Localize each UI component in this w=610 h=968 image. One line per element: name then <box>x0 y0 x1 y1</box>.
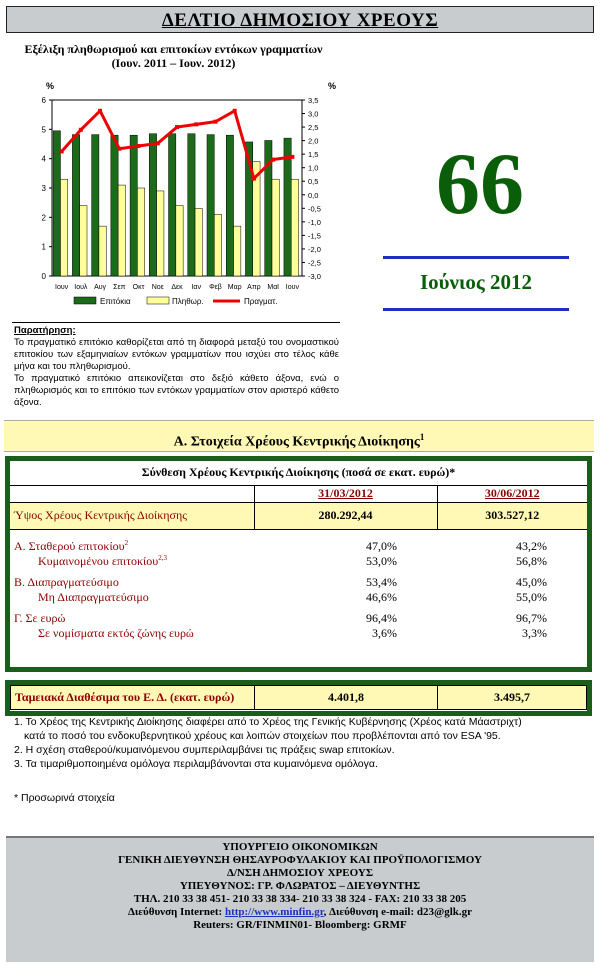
cash-label: Ταμειακά Διαθέσιμα του Ε. Δ. (εκατ. ευρώ) <box>11 686 255 710</box>
footer-ministry: ΥΠΟΥΡΓΕΙΟ ΟΙΚΟΝΟΜΙΚΩΝ <box>222 841 378 853</box>
right-axis-unit: % <box>327 81 337 91</box>
row-euro-label: Γ. Σε ευρώ <box>14 611 66 625</box>
bar-plithor <box>272 179 279 276</box>
row-non-tradable-v1: 46,6% <box>366 590 397 604</box>
bar-epitokia <box>169 134 176 276</box>
footer-directorate: ΓΕΝΙΚΗ ΔΙΕΥΘΥΝΣΗ ΘΗΣΑΥΡΟΦΥΛΑΚΙΟΥ ΚΑΙ ΠΡΟΫΠΟΛΟΓΙΣΜΟΥ <box>118 854 482 866</box>
row-non-euro-label: Σε νομίσματα εκτός ζώνης ευρώ <box>38 626 194 640</box>
row-non-tradable-v2: 55,0% <box>516 590 547 604</box>
right-tick-label: -2,0 <box>308 244 321 254</box>
footer-phone: ΤΗΛ. 210 33 38 451- 210 33 38 334- 210 33 38 324 - FAX: 210 33 38 205 <box>133 893 467 905</box>
inflation-rates-chart <box>0 76 345 322</box>
point-pragmat <box>79 128 83 132</box>
row-non-euro-v2: 3,3% <box>522 626 547 640</box>
section-a-sup: 1 <box>419 432 425 442</box>
divider-bottom <box>383 308 569 311</box>
left-tick-label: 5 <box>41 125 46 135</box>
chart-subtitle: (Ιουν. 2011 – Ιουν. 2012) <box>111 56 236 70</box>
section-a-heading <box>4 420 594 452</box>
debt-composition-frame <box>5 456 592 672</box>
right-tick-label: -2,5 <box>308 258 321 268</box>
left-tick-label: 0 <box>41 272 46 281</box>
x-tick-label: Νοε <box>151 284 164 291</box>
bar-plithor <box>99 226 106 276</box>
issue-number: 66 <box>436 136 524 233</box>
bar-epitokia <box>92 135 99 276</box>
point-pragmat <box>194 122 198 126</box>
left-tick-label: 1 <box>41 242 46 252</box>
bar-epitokia <box>226 135 233 276</box>
bar-plithor <box>176 206 183 276</box>
bar-epitokia <box>111 135 118 276</box>
legend-swatch-epitokia <box>74 297 96 304</box>
total-debt-value-1: 280.292,44 <box>254 502 437 529</box>
right-tick-label: -0,5 <box>308 204 321 214</box>
footer-department: Δ/ΝΣΗ ΔΗΜΟΣΙΟΥ ΧΡΕΟΥΣ <box>226 867 374 879</box>
provisional-note: * Προσωρινά στοιχεία <box>14 792 115 804</box>
bar-epitokia <box>130 135 137 276</box>
footnotes <box>14 716 594 772</box>
footer-responsible: ΥΠΕΥΘΥΝΟΣ: ΓΡ. ΦΛΩΡΑΤΟΣ – ΔΙΕΥΘΥΝΤΗΣ <box>179 880 421 892</box>
x-tick-label: Ιουν <box>285 284 299 291</box>
right-tick-label: 2,5 <box>308 123 319 133</box>
point-pragmat <box>213 120 217 124</box>
bar-plithor <box>157 191 164 276</box>
row-tradable-label: Β. Διαπραγματεύσιμο <box>14 575 119 589</box>
cash-frame <box>5 680 592 716</box>
row-floating-rate-label: Κυμαινομένου επιτοκίου$^{2,3}$ <box>38 554 167 568</box>
date-blank <box>10 485 254 502</box>
right-tick-label: -1,0 <box>308 217 321 227</box>
bar-plithor <box>195 209 202 276</box>
right-tick-label: 3,0 <box>308 109 319 119</box>
chart-title: Εξέλιξη πληθωρισμού και επιτοκίων εντόκων γραμματίων <box>24 42 323 56</box>
point-pragmat <box>137 144 141 148</box>
email-address[interactable]: d23@glk.gr <box>416 906 473 918</box>
row-tradable-v1: 53,4% <box>366 575 397 589</box>
legend-label-plithor: Πληθωρ. <box>172 297 204 306</box>
website-link[interactable]: http://www.minfin.gr <box>224 906 324 918</box>
x-tick-label: Μαρ <box>227 284 242 291</box>
document-title-bar <box>6 6 594 33</box>
row-fixed-rate-label: Α. Σταθερού επιτοκίου$^2$ <box>14 539 129 553</box>
chart-note <box>14 325 339 409</box>
row-floating-rate-v2: 56,8% <box>516 554 547 568</box>
left-tick-label: 2 <box>41 213 46 223</box>
date-col-2: 30/06/2012 <box>437 485 587 502</box>
footer-reuters: Reuters: GR/FINMIN01- Bloomberg: GRMF <box>193 919 407 931</box>
footer-web-line: Διεύθυνση Internet: http://www.minfin.gr, Διεύθυνση e-mail: d23@glk.gr <box>127 906 473 918</box>
right-tick-label: -1,5 <box>308 231 321 241</box>
document-title: ΔΕΛΤΙΟ ΔΗΜΟΣΙΟΥ ΧΡΕΟΥΣ <box>161 10 439 31</box>
row-euro-v2: 96,7% <box>516 611 547 625</box>
point-pragmat <box>117 147 121 151</box>
total-debt-value-2: 303.527,12 <box>437 502 587 529</box>
right-tick-label: 2,0 <box>308 136 319 146</box>
point-pragmat <box>175 125 179 129</box>
x-tick-label: Δεκ <box>171 284 183 291</box>
row-non-tradable-label: Μη Διαπραγματεύσιμο <box>38 590 149 604</box>
x-tick-label: Απρ <box>247 284 261 291</box>
point-pragmat <box>233 109 237 113</box>
row-tradable-v2: 45,0% <box>516 575 547 589</box>
x-tick-label: Ιουν <box>55 284 69 291</box>
right-tick-label: 0,0 <box>308 190 319 200</box>
row-fixed-rate-v2: 43,2% <box>516 539 547 553</box>
cash-value-1: 4.401,8 <box>255 686 438 710</box>
x-tick-label: Φεβ <box>209 284 222 291</box>
bar-plithor <box>291 179 298 276</box>
note-heading: Παρατήρηση: <box>14 325 76 336</box>
divider-top <box>383 256 569 259</box>
cash-table <box>10 685 587 710</box>
left-tick-label: 3 <box>41 184 46 193</box>
left-tick-label: 4 <box>41 154 46 164</box>
row-non-euro-v1: 3,6% <box>372 626 397 640</box>
x-tick-label: Ιουλ <box>74 284 88 291</box>
footnote-2: 2. Η σχέση σταθερού/κυμαινόμενου συμπεριλαμβάνει τις πράξεις swap επιτοκίων. <box>14 744 395 756</box>
section-a-title: Α. Στοιχεία Χρέους Κεντρικής Διοίκησης <box>173 434 420 450</box>
total-debt-label: Ύψος Χρέους Κεντρικής Διοίκησης <box>10 502 254 529</box>
bar-epitokia <box>149 134 156 276</box>
bar-plithor <box>214 214 221 276</box>
left-axis-unit: % <box>45 81 55 91</box>
bar-plithor <box>137 188 144 276</box>
cash-value-2: 3.495,7 <box>438 686 587 710</box>
date-col-1: 31/03/2012 <box>254 485 437 502</box>
bar-plithor <box>80 206 87 276</box>
note-paragraph-1: Το πραγματικό επιτόκιο καθορίζεται από τη διαφορά μεταξύ του ονομαστικού επιτοκίου των εξαμηνιαίων εντόκων γραμματίων που ισχύει στο τέλος κάθε μήνα και του πληθωρισμού. <box>14 337 339 372</box>
legend-label-epitokia: Επιτόκια <box>100 297 131 306</box>
note-divider <box>12 322 340 323</box>
x-tick-label: Οκτ <box>132 284 145 291</box>
left-tick-label: 6 <box>41 96 46 105</box>
bar-plithor <box>118 185 125 276</box>
debt-composition-table <box>10 461 587 641</box>
right-tick-label: 3,5 <box>308 96 319 105</box>
row-euro-v1: 96,4% <box>366 611 397 625</box>
row-fixed-rate-v1: 47,0% <box>366 539 397 553</box>
note-paragraph-2: Το πραγματικό επιτόκιο απεικονίζεται στο δεξιό κάθετο άξονα, ενώ ο πληθωρισμός και το επιτόκιο των εντόκων γραμματίων στον αριστερό κάθετο άξονα. <box>14 373 339 408</box>
legend-swatch-plithor <box>147 297 169 304</box>
bar-plithor <box>60 179 67 276</box>
point-pragmat <box>98 109 102 113</box>
bar-epitokia <box>188 134 195 276</box>
bar-plithor <box>234 226 241 276</box>
bar-epitokia <box>53 131 60 276</box>
x-tick-label: Μαϊ <box>267 284 279 291</box>
x-tick-label: Αυγ <box>94 284 107 291</box>
x-tick-label: Ιαν <box>191 284 201 291</box>
point-pragmat <box>156 141 160 145</box>
right-tick-label: 0,5 <box>308 177 319 187</box>
footnote-1a: 1. Το Χρέος της Κεντρικής Διοίκησης διαφέρει από το Χρέος της Γενικής Κυβέρνησης (Χρέος κατά Μάαστριχτ) <box>14 716 522 728</box>
bar-epitokia <box>72 135 79 276</box>
footnote-1b: κατά το ποσό του ενδοκυβερνητικού χρέους και λοιπών στοιχείων που προβλέπονται από τον ESA '95. <box>24 730 501 742</box>
point-pragmat <box>252 177 256 181</box>
footnote-3: 3. Τα τιμαριθμοποιημένα ομόλογα περιλαμβάνονται στα κυμαινόμενα ομόλογα. <box>14 758 378 770</box>
right-tick-label: 1,0 <box>308 163 319 173</box>
issue-month: Ιούνιος 2012 <box>419 270 533 294</box>
debt-table-heading: Σύνθεση Χρέους Κεντρικής Διοίκησης (ποσά σε εκατ. ευρώ)* <box>10 461 587 485</box>
footer-contact <box>6 836 594 962</box>
point-pragmat <box>60 149 64 153</box>
legend-label-pragmat: Πραγματ. <box>244 297 278 306</box>
point-pragmat <box>290 155 294 159</box>
bar-epitokia <box>207 135 214 276</box>
x-tick-label: Σεπ <box>113 284 126 291</box>
point-pragmat <box>271 158 275 162</box>
right-tick-label: -3,0 <box>308 272 321 281</box>
row-floating-rate-v1: 53,0% <box>366 554 397 568</box>
chart-title-block <box>6 42 341 70</box>
right-tick-label: 1,5 <box>308 150 319 160</box>
